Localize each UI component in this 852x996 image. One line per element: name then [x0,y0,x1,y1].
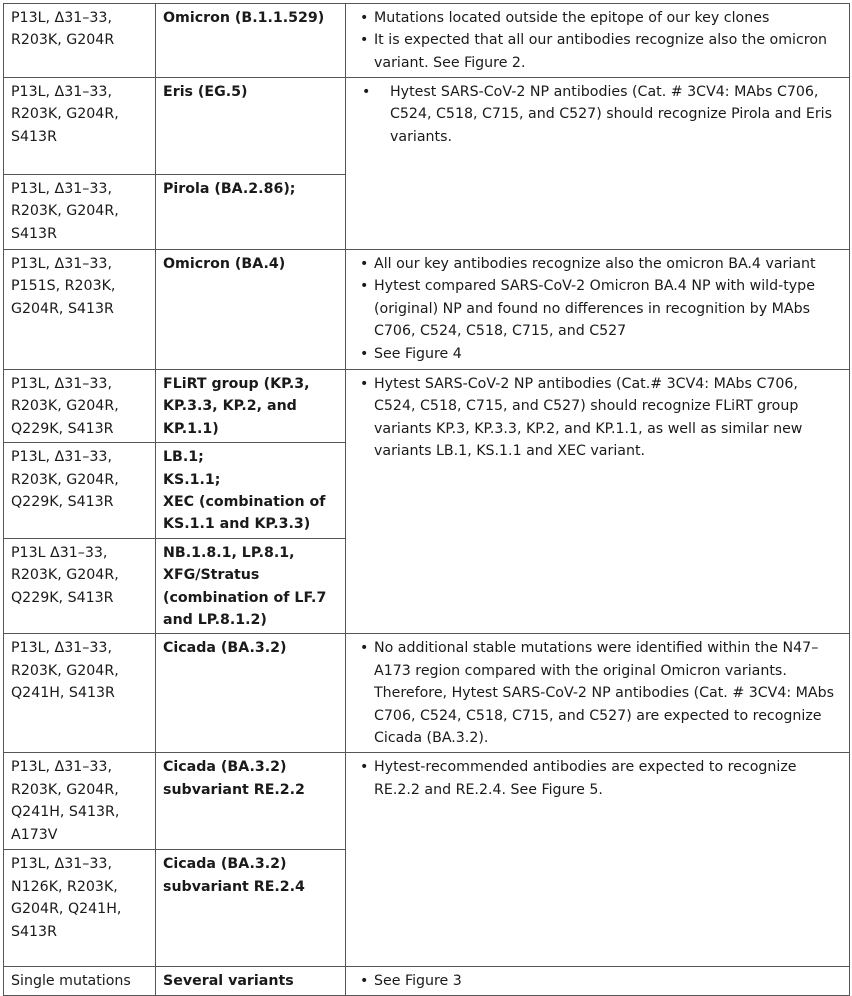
notes-cell [346,4,850,78]
mutations-cell: P13L, Δ31–33, R203K, G204R, S413R [4,78,156,175]
notes-cell [346,634,850,753]
list-item: • All our key antibodies recognize also the omicron BA.4 variant [374,253,843,275]
table-row [4,370,850,443]
table-row [4,4,850,78]
variant-cell: Cicada (BA.3.2) subvariant RE.2.2 [156,753,346,850]
variant-cell: FLiRT group (KP.3, KP.3.3, KP.2, and KP.1.1) [156,370,346,443]
mutations-cell: P13L, Δ31–33, N126K, R203K, G204R, Q241H, S413R [4,850,156,967]
table-row [4,78,850,175]
mutations-cell: P13L, Δ31–33, R203K, G204R, Q229K, S413R [4,370,156,443]
variant-cell: Cicada (BA.3.2) subvariant RE.2.4 [156,850,346,967]
notes-cell [346,967,850,995]
variant-cell: Omicron (BA.4) [156,250,346,370]
variant-cell: Omicron (B.1.1.529) [156,4,346,78]
mutations-cell: P13L, Δ31–33, R203K, G204R, Q241H, S413R, A173V [4,753,156,850]
mutations-cell: P13L, Δ31–33, R203K, G204R, Q229K, S413R [4,443,156,539]
mutations-cell: P13L, Δ31–33, R203K, G204R, Q241H, S413R [4,634,156,753]
mutations-cell: Single mutations [4,967,156,995]
notes-cell [346,370,850,634]
list-item: • Mutations located outside the epitope of our key clones [374,7,843,29]
list-item: • See Figure 4 [374,343,843,365]
variant-cell: Eris (EG.5) [156,78,346,175]
table-row [4,753,850,850]
mutations-cell: P13L, Δ31–33, R203K, G204R [4,4,156,78]
list-item: • Hytest-recommended antibodies are expected to recognize RE.2.2 and RE.2.4. See Figure 5. [374,756,843,801]
variant-cell: Several variants [156,967,346,995]
list-item: • No additional stable mutations were identified within the N47–A173 region compared with the original Omicron variants. Therefore, Hytest SARS-CoV-2 NP antibodies (Cat. # 3CV4: MAbs C706, C524, C518, C715, and C527) are expected to recognize Cicada (BA.3.2). [374,637,843,749]
notes-cell [346,78,850,250]
mutations-cell: P13L, Δ31–33, P151S, R203K, G204R, S413R [4,250,156,370]
variants-table [3,3,850,996]
list-item: • It is expected that all our antibodies recognize also the omicron variant. See Figure 2. [374,29,843,74]
table-row [4,634,850,753]
variant-cell: LB.1; KS.1.1; XEC (combination of KS.1.1 and KP.3.3) [156,443,346,539]
table-row [4,250,850,370]
variant-cell: Cicada (BA.3.2) [156,634,346,753]
list-item: • Hytest SARS-CoV-2 NP antibodies (Cat. # 3CV4: MAbs C706, C524, C518, C715, and C527) should recognize Pirola and Eris variants. [390,81,843,148]
variant-cell: NB.1.8.1, LP.8.1, XFG/Stratus (combination of LF.7 and LP.8.1.2) [156,538,346,634]
mutations-cell: P13L Δ31–33, R203K, G204R, Q229K, S413R [4,538,156,634]
table-row [4,967,850,995]
list-item: • Hytest SARS-CoV-2 NP antibodies (Cat.# 3CV4: MAbs C706, C524, C518, C715, and C527) should recognize FLiRT group variants KP.3, KP.3.3, KP.2, and KP.1.1, as well as similar new variants LB.1, KS.1.1 and XEC variant. [374,373,843,463]
list-item: • Hytest compared SARS-CoV-2 Omicron BA.4 NP with wild-type (original) NP and found no differences in recognition by MAbs C706, C524, C518, C715, and C527 [374,275,843,342]
variant-cell: Pirola (BA.2.86); [156,175,346,250]
notes-cell [346,753,850,967]
mutations-cell: P13L, Δ31–33, R203K, G204R, S413R [4,175,156,250]
list-item: • See Figure 3 [374,970,843,992]
notes-cell [346,250,850,370]
